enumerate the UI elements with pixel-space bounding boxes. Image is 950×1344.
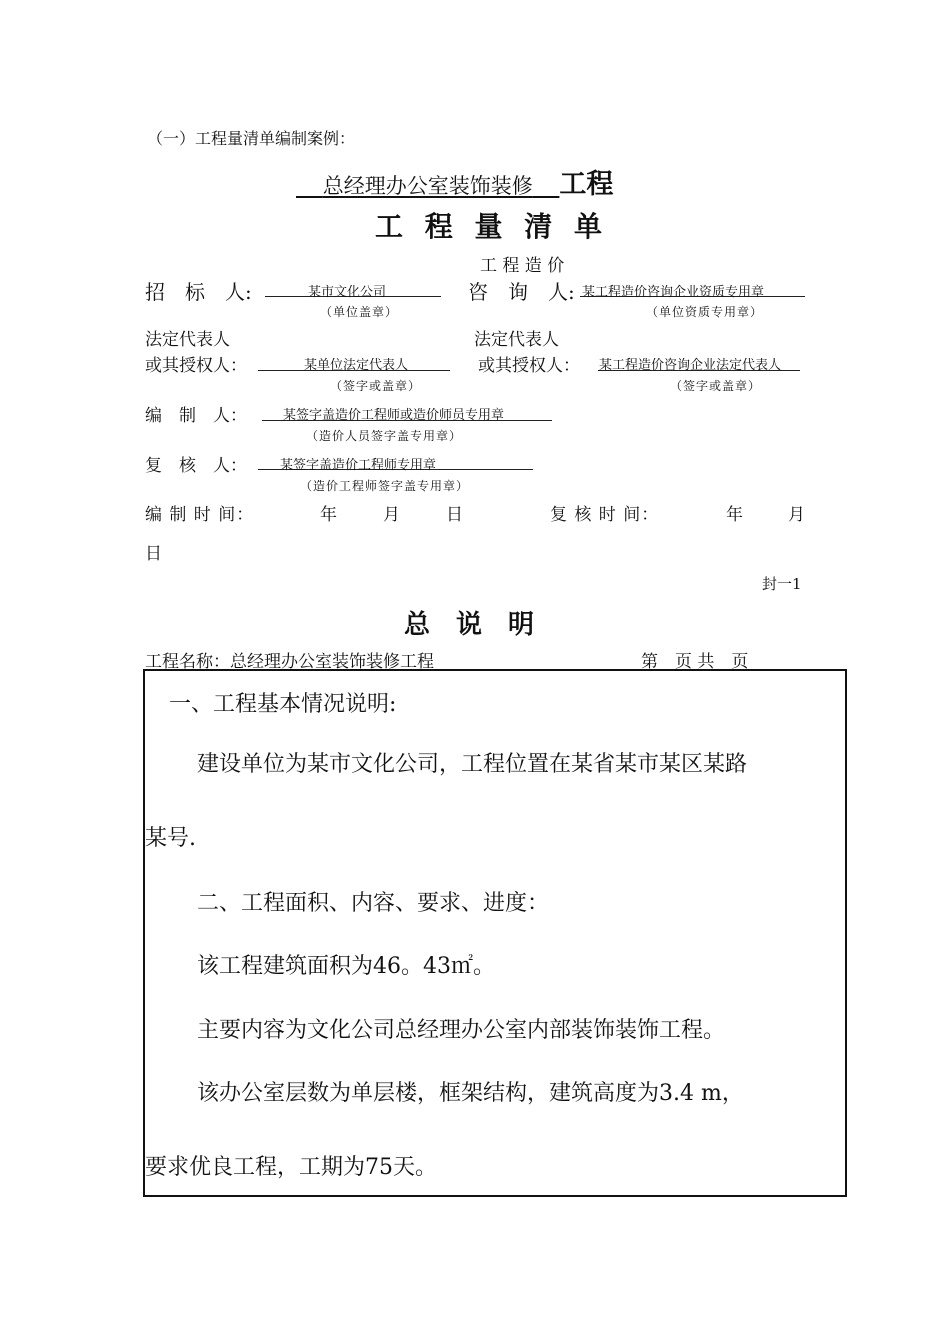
reviewer-value: 某签字盖造价工程师专用章 [280, 458, 437, 473]
review-time-month: 月 [788, 505, 805, 525]
description-structure-line2: 要求优良工程，工期为75天。 [145, 1155, 437, 1180]
description-heading-1: 一、工程基本情况说明: [169, 692, 397, 717]
compiler-note: （造价人员签字盖专用章） [306, 429, 463, 443]
project-title-name: 总经理办公室装饰装修 [322, 174, 533, 198]
tender-label: 招 标 人: [145, 280, 252, 304]
legal-rep-right-note: （签字或盖章） [670, 379, 762, 393]
consultant-value: 某工程造价咨询企业资质专用章 [582, 285, 765, 300]
description-para1-line2: 某号. [145, 826, 196, 851]
description-structure-line1: 该办公室层数为单层楼，框架结构，建筑高度为3.4 m， [197, 1081, 744, 1106]
description-para1-line1: 建设单位为某市文化公司，工程位置在某省某市某区某路 [197, 752, 748, 777]
compile-time-month: 月 [383, 505, 400, 525]
legal-rep-left-note: （签字或盖章） [330, 379, 422, 393]
compiler-label: 编 制 人： [145, 406, 247, 426]
review-time-label: 复 核 时 间： [550, 505, 660, 525]
legal-rep-right-label1: 法定代表人 [474, 330, 559, 350]
tender-value: 某市文化公司 [308, 285, 387, 300]
project-name-line: 工程名称：总经理办公室装饰装修工程 [145, 652, 434, 672]
project-title [296, 162, 613, 201]
compile-time-year: 年 [320, 505, 337, 525]
legal-rep-right-value: 某工程造价咨询企业法定代表人 [599, 358, 782, 373]
consultant-note: （单位资质专用章） [646, 305, 764, 319]
consultant-label: 咨 询 人: [468, 280, 575, 304]
page-info: 第 页 共 页 [641, 652, 749, 672]
main-title: 工 程 量 清 单 [375, 210, 608, 243]
description-area: 该工程建筑面积为46。43㎡。 [197, 954, 495, 979]
page-mark: 封一1 [762, 575, 802, 593]
compile-time-day: 日 [446, 505, 463, 525]
case-heading: （一）工程量清单编制案例： [147, 129, 356, 148]
trailing-day: 日 [145, 544, 162, 564]
project-title-suffix: 工程 [559, 169, 614, 200]
reviewer-label: 复 核 人： [145, 456, 247, 476]
cost-subtitle: 工 程 造 价 [480, 256, 565, 276]
tender-note: （单位盖章） [320, 305, 399, 319]
reviewer-note: （造价工程师签字盖专用章） [300, 479, 470, 493]
description-content: 主要内容为文化公司总经理办公室内部装饰装饰工程。 [197, 1018, 726, 1043]
general-title: 总 说 明 [404, 610, 535, 640]
legal-rep-left-label1: 法定代表人 [145, 330, 230, 350]
description-box [143, 669, 847, 1197]
legal-rep-right-label2: 或其授权人： [478, 356, 580, 376]
compile-time-label: 编 制 时 间： [145, 505, 255, 525]
legal-rep-left-value: 某单位法定代表人 [304, 358, 409, 373]
legal-rep-left-label2: 或其授权人： [145, 356, 247, 376]
compiler-value: 某签字盖造价工程师或造价师员专用章 [283, 408, 505, 423]
review-time-year: 年 [726, 505, 743, 525]
description-heading-2: 二、工程面积、内容、要求、进度： [197, 891, 550, 916]
